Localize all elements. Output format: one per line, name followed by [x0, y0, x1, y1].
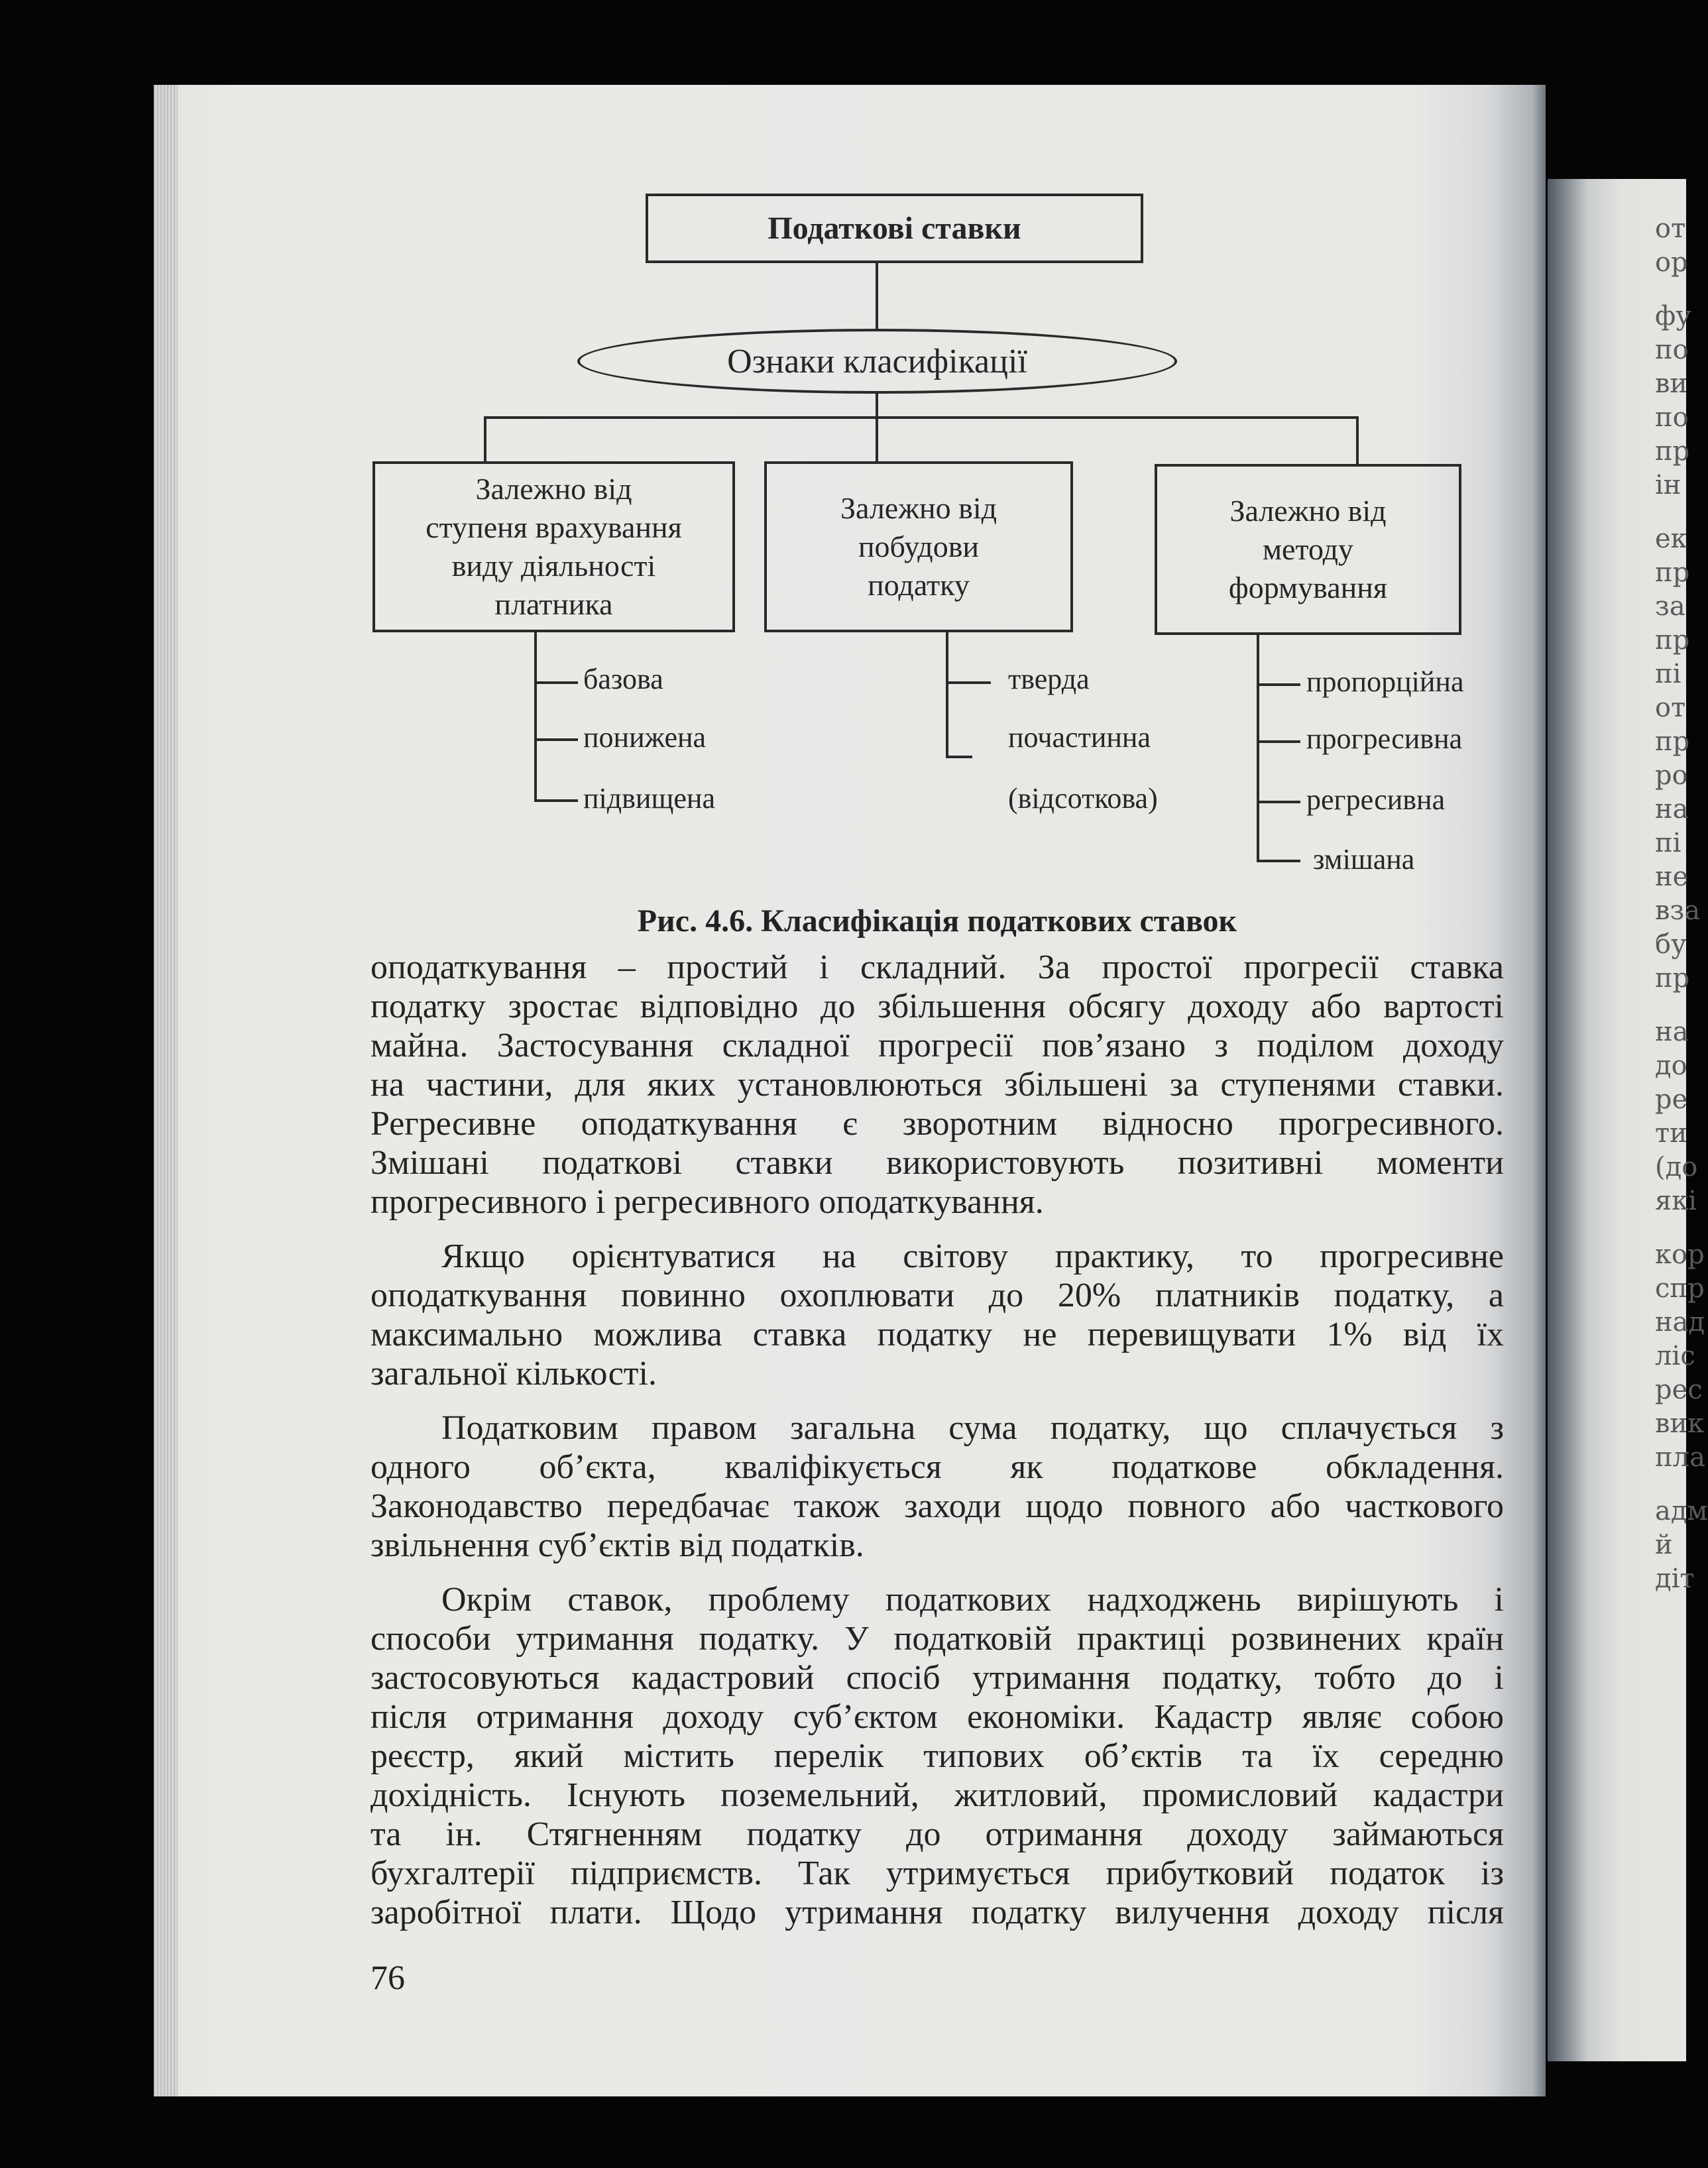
paragraph: [370, 1408, 1504, 1565]
text-line: після отримання доходу суб’єктом економіки. Кадастр являє собою: [370, 1698, 1504, 1736]
text-line: на частини, для яких установлюються збільшені за ступенями ставки.: [370, 1066, 1504, 1104]
text-line: прогресивного і регресивного оподаткування.: [370, 1183, 1044, 1221]
facing-page-fragment: ви: [1655, 369, 1688, 399]
leaf-label: базова: [583, 663, 663, 695]
text-line: Регресивне оподаткування є зворотним відносно прогресивного.: [370, 1105, 1504, 1143]
branch-label-line: платника: [494, 587, 613, 621]
facing-page-fragment: за: [1655, 591, 1685, 622]
diagram-criteria-label: Ознаки класифікації: [727, 342, 1027, 380]
branch-label-line: Залежно від: [840, 491, 997, 525]
facing-page-fragment: ек: [1655, 524, 1687, 554]
text-line: застосовуються кадастровий спосіб утримання податку, тобто до і: [370, 1659, 1504, 1697]
facing-page-fragment: ор: [1655, 247, 1688, 278]
leaf-label: прогресивна: [1306, 722, 1463, 755]
facing-page-fragment: вза: [1655, 895, 1701, 926]
facing-page-fragment: діт: [1655, 1564, 1695, 1594]
facing-page-fragment: які: [1655, 1186, 1697, 1216]
leaf-label: змішана: [1313, 843, 1415, 876]
text-line: загальної кількості.: [370, 1355, 657, 1393]
facing-page-fragment: пі: [1655, 828, 1681, 858]
leaf-connector: [534, 738, 578, 741]
connector-line: [484, 416, 486, 461]
text-line: Законодавство передбачає також заходи щодо повного або часткового: [370, 1487, 1504, 1525]
facing-page-text-fragments: [1655, 212, 1708, 1596]
leaf-connector: [1257, 740, 1300, 743]
facing-page-fragment: на: [1655, 1017, 1689, 1047]
leaf-connector: [1257, 635, 1259, 862]
connector-line: [484, 416, 1359, 419]
facing-page-fragment: пі: [1655, 659, 1681, 689]
facing-page-fragment: по: [1655, 402, 1689, 433]
leaf-label: почастинна: [1008, 721, 1151, 754]
page-number: 76: [370, 1959, 405, 1997]
facing-page-fragment: адм: [1655, 1496, 1708, 1526]
branch-label-line: Залежно від: [1229, 494, 1387, 528]
figure-caption: Рис. 4.6. Класифікація податкових ставок: [637, 903, 1237, 939]
text-line: дохідність. Існують поземельний, житловий, промисловий кадастри: [370, 1776, 1504, 1814]
diagram-criteria-ellipse: [577, 329, 1177, 394]
facing-page-fragment: на: [1655, 794, 1689, 825]
facing-page-fragment: ти: [1655, 1118, 1687, 1149]
leaf-label: регресивна: [1306, 783, 1446, 816]
leaf-connector: [946, 756, 972, 758]
connector-line: [876, 263, 878, 329]
text-line: способи утримання податку. У податковій практиці розвинених країн: [370, 1620, 1504, 1658]
facing-page-fragment: пр: [1655, 625, 1690, 656]
facing-page-fragment: фу: [1655, 301, 1691, 331]
text-line: Окрім ставок, проблему податкових надходжень вирішують і: [441, 1581, 1504, 1619]
facing-page-fragment: от: [1655, 693, 1686, 723]
branch-label-line: методу: [1262, 532, 1354, 566]
connector-line: [1356, 416, 1359, 464]
facing-page-fragment: от: [1655, 213, 1686, 244]
facing-page-fragment: спр: [1655, 1273, 1705, 1304]
leaf-label: понижена: [583, 721, 707, 754]
facing-page-fragment: пр: [1655, 726, 1690, 757]
text-line: Якщо орієнтуватися на світову практику, то прогресивне: [441, 1237, 1504, 1275]
branch-box-method: [1155, 464, 1461, 635]
facing-page-fragment: ліс: [1655, 1341, 1695, 1371]
facing-page-fragment: до: [1655, 1051, 1687, 1081]
text-line: Змішані податкові ставки використовують позитивні моменти: [370, 1144, 1504, 1182]
page-edges: [154, 85, 178, 2096]
facing-page-fragment: пр: [1655, 436, 1690, 467]
text-line: звільнення суб’єктів від податків.: [370, 1526, 864, 1564]
branch-label-line: ступеня врахування: [426, 510, 682, 544]
leaf-label: пропорційна: [1306, 665, 1464, 698]
diagram-root-label: Податкові ставки: [768, 210, 1021, 246]
leaf-label: (відсоткова): [1008, 782, 1158, 815]
leaf-connector: [534, 632, 537, 801]
facing-page-fragment: по: [1655, 335, 1689, 365]
paragraph: [370, 1237, 1504, 1393]
leaf-connector: [1257, 801, 1300, 803]
branch-label-line: виду діяльності: [451, 549, 656, 583]
branch-label-line: податку: [868, 568, 970, 602]
text-line: оподаткування повинно охоплювати до 20% платників податку, а: [370, 1277, 1504, 1314]
facing-page-fragment: не: [1655, 862, 1689, 892]
leaf-connector: [534, 799, 578, 802]
facing-page-fragment: рес: [1655, 1375, 1703, 1405]
diagram-root-box: [646, 194, 1143, 263]
text-line: бухгалтерії підприємств. Так утримується прибутковий податок із: [370, 1854, 1504, 1892]
branch-box-activity: [372, 461, 735, 632]
text-line: одного об’єкта, кваліфікується як податкове обкладення.: [370, 1448, 1504, 1486]
leaf-connector: [946, 681, 991, 684]
text-line: Податковим правом загальна сума податку, що сплачується з: [441, 1409, 1504, 1447]
leaf-connector: [1257, 860, 1300, 862]
leaf-label: підвищена: [583, 782, 715, 815]
facing-page-fragment: вик: [1655, 1408, 1705, 1439]
facing-page-fragment: пр: [1655, 557, 1690, 588]
facing-page-fragment: ре: [1655, 1084, 1688, 1115]
leaf-connector: [1257, 683, 1300, 686]
facing-page-fragment: ро: [1655, 760, 1688, 791]
text-line: максимально можлива ставка податку не перевищувати 1% від їх: [370, 1316, 1504, 1353]
text-line: реєстр, який містить перелік типових об’єктів та їх середню: [370, 1737, 1504, 1775]
facing-page-fragment: кор: [1655, 1239, 1705, 1270]
text-line: та ін. Стягненням податку до отримання доходу займаються: [370, 1815, 1504, 1853]
facing-page-fragment: пр: [1655, 963, 1690, 994]
text-line: оподаткування – простий і складний. За простої прогресії ставка: [370, 948, 1504, 986]
facing-page-fragment: й: [1655, 1530, 1673, 1560]
branch-box-construction: [764, 461, 1073, 632]
branch-label-line: формування: [1228, 571, 1388, 604]
facing-page-fragment: пла: [1655, 1442, 1705, 1473]
text-line: майна. Застосування складної прогресії пов’язано з поділом доходу: [370, 1027, 1504, 1064]
leaf-connector: [534, 681, 578, 684]
facing-page-fragment: ін: [1655, 470, 1681, 500]
paragraph: [370, 948, 1504, 1222]
paragraph: [370, 1580, 1504, 1932]
body-text: [370, 948, 1504, 1932]
facing-page-fragment: (до: [1655, 1152, 1698, 1182]
text-line: податку зростає відповідно до збільшення обсягу доходу або вартості: [370, 988, 1504, 1025]
branch-label-line: Залежно від: [475, 472, 632, 506]
connector-line: [876, 394, 878, 461]
leaf-connector: [946, 632, 948, 758]
text-line: заробітної плати. Щодо утримання податку вилучення доходу після: [370, 1894, 1504, 1931]
leaf-label: тверда: [1008, 663, 1090, 695]
branch-label-line: побудови: [858, 530, 980, 563]
facing-page-fragment: над: [1655, 1307, 1705, 1338]
facing-page-fragment: бу: [1655, 929, 1687, 960]
